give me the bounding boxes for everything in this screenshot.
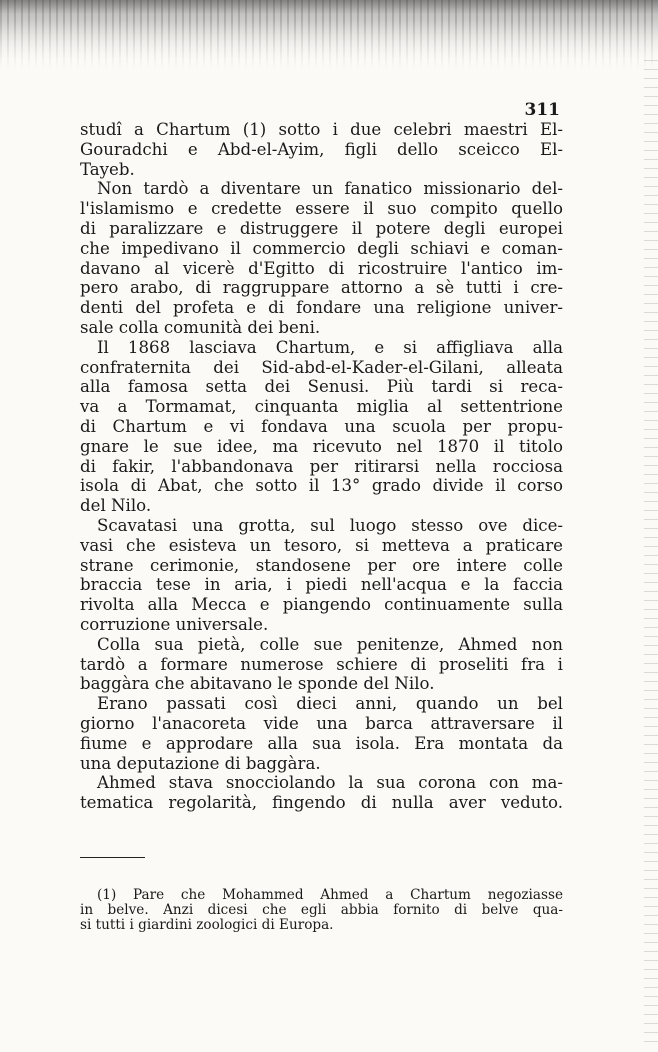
paragraph-start-line: Erano passati così dieci anni, quando un bel [97, 694, 563, 714]
text-line: baggàra che abitavano le sponde del Nilo. [80, 674, 435, 694]
text-line: studî a Chartum (1) sotto i due celebri maestri El- [80, 120, 563, 139]
text-line: corruzione universale. [80, 614, 269, 634]
text-line: Gouradchi e Abd-el-Ayim, figli dello sceicco El- [80, 139, 563, 159]
text-line: l'islamismo e credette essere il suo compito quello [80, 199, 563, 219]
footnote [80, 888, 563, 933]
footnote-line: (1) Pare che Mohammed Ahmed a Chartum negoziasse [97, 887, 563, 903]
text-line: del Nilo. [80, 496, 152, 516]
scan-top-edge [0, 0, 658, 70]
text-line: fiume e approdare alla sua isola. Era montata da [80, 733, 563, 753]
text-line: una deputazione di baggàra. [80, 753, 321, 773]
text-line: gnare le sue idee, ma ricevuto nel 1870 il titolo [80, 436, 563, 456]
text-line: braccia tese in aria, i piedi nell'acqua e la faccia [80, 575, 563, 595]
footnote-line: in belve. Anzi dicesi che egli abbia fornito di belve qua- [80, 902, 563, 918]
text-line: che impedivano il commercio degli schiavi e coman- [80, 238, 563, 258]
text-line: di paralizzare e distruggere il potere degli europei [80, 218, 563, 238]
text-line: strane cerimonie, standosene per ore intere colle [80, 555, 563, 575]
body-text [80, 120, 563, 813]
page-number: 311 [524, 100, 560, 120]
paragraph-start-line: Colla sua pietà, colle sue penitenze, Ahmed non [97, 634, 563, 654]
text-line: vasi che esisteva un tesoro, si metteva a praticare [80, 535, 563, 555]
text-line: giorno l'anacoreta vide una barca attraversare il [80, 713, 563, 733]
text-line: tardò a formare numerose schiere di proseliti fra i [80, 654, 563, 674]
text-line: isola di Abat, che sotto il 13° grado divide il corso [80, 476, 563, 496]
text-line: pero arabo, di raggruppare attorno a sè tutti i cre- [80, 278, 563, 298]
text-line: va a Tormamat, cinquanta miglia al settentrione [80, 397, 563, 417]
text-line: Tayeb. [80, 159, 135, 179]
text-line: denti del profeta e di fondare una religione univer- [80, 298, 563, 318]
text-line: davano al vicerè d'Egitto di ricostruire l'antico im- [80, 258, 563, 278]
footnote-separator [80, 857, 145, 858]
text-line: di Chartum e vi fondava una scuola per propu- [80, 416, 563, 436]
footnote-line: si tutti i giardini zoologici di Europa. [80, 917, 334, 933]
paragraph-start-line: Ahmed stava snocciolando la sua corona con ma- [97, 773, 563, 793]
text-line: rivolta alla Mecca e piangendo continuamente sulla [80, 595, 563, 615]
paragraph-start-line: Il 1868 lasciava Chartum, e si affigliava alla [97, 337, 563, 357]
text-line: di fakir, l'abbandonava per ritirarsi nella rocciosa [80, 456, 563, 476]
paragraph-start-line: Non tardò a diventare un fanatico missionario del- [97, 179, 563, 199]
scan-right-edge [644, 60, 658, 1050]
text-line: tematica regolarità, fingendo di nulla aver veduto. [80, 793, 563, 813]
text-line: sale colla comunità dei beni. [80, 317, 321, 337]
text-line: alla famosa setta dei Senusi. Più tardi si reca- [80, 377, 563, 397]
text-line: confraternita dei Sid-abd-el-Kader-el-Gilani, alleata [80, 357, 563, 377]
paragraph-start-line: Scavatasi una grotta, sul luogo stesso ove dice- [97, 515, 563, 535]
